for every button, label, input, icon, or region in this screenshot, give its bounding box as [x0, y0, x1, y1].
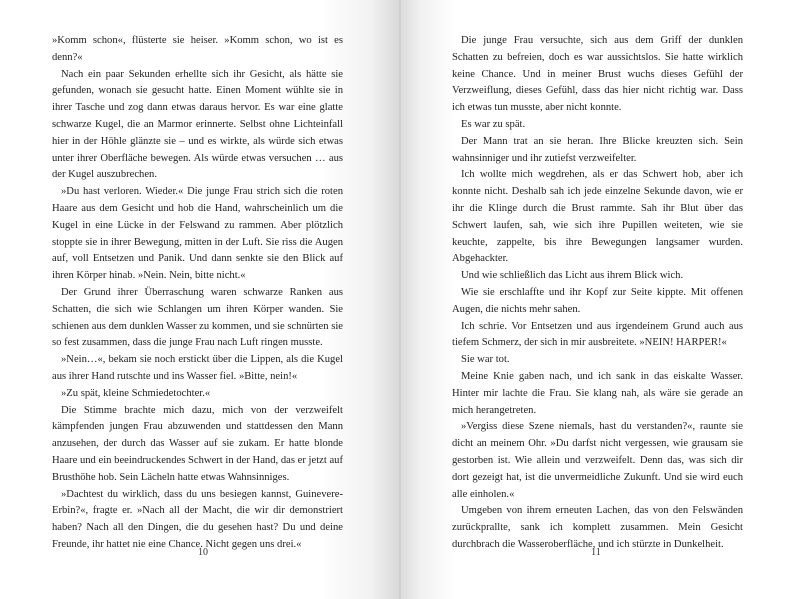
right-page: [401, 0, 800, 599]
page-number-left: 10: [198, 547, 208, 558]
paragraph: »Komm schon«, flüsterte sie heiser. »Komm schon, wo ist es denn?«: [52, 35, 343, 63]
right-page-text: [452, 33, 743, 554]
paragraph: Und wie schließlich das Licht aus ihrem Blick wich.: [461, 270, 684, 282]
paragraph: Sie war tot.: [461, 354, 510, 366]
paragraph: Die Stimme brachte mich dazu, mich von der verzweifelt kämpfenden jungen Frau abzuwenden und stattdessen den Mann anzusehen, der durch das Wasser auf sie zukam. Er hatte blonde Haare und ein beeindruckendes Schwert in der Hand, das er jetzt auf Brusthöhe hob. Sein Lächeln hatte etwas Wahnsinniges.: [52, 404, 343, 483]
left-page: [0, 0, 399, 599]
paragraph: Ich wollte mich wegdrehen, als er das Schwert hob, aber ich konnte nicht. Deshalb sah ich jede einzelne Sekunde davon, wie er ihr die Klinge durch die Brust rammte. Sah ihr Blut über das Schwert laufen, sah, wie sich ihre Pupillen weiteten, wie sie keuchte, zappelte, bis ihre Bewegungen langsamer wurden. Abgehackter.: [452, 169, 743, 265]
paragraph: Umgeben von ihrem erneuten Lachen, das von den Felswänden zurückprallte, sank ich komplett zusammen. Mein Gesicht durchbrach die Wasseroberfläche, und ich stürzte in Dunkelheit.: [452, 505, 743, 550]
paragraph: Die junge Frau versuchte, sich aus dem Griff der dunklen Schatten zu befreien, doch es war aussichtslos. Sie hatte wirklich keine Chance. Und in meiner Brust wuchs dieses Gefühl der Verzweiflung, dieses Gefühl, dass das hier nicht richtig war. Dass ich etwas tun musste, aber nicht konnte.: [452, 35, 743, 114]
page-number-right: 11: [591, 547, 601, 558]
paragraph: »Dachtest du wirklich, dass du uns besiegen kannst, Guinevere-Erbin?«, fragte er. »Nach all der Macht, die wir dir demonstriert haben? Nach all den Dingen, die du gesehen hast? Du und deine Freunde, ihr hattet nie eine Chance. Nicht gegen uns drei.«: [52, 488, 343, 550]
left-page-text: [52, 33, 343, 554]
paragraph: Der Mann trat an sie heran. Ihre Blicke kreuzten sich. Sein wahnsinniger und ihr zutiefst verzweifelter.: [452, 135, 743, 164]
paragraph: Ich schrie. Vor Entsetzen und aus irgendeinem Grund auch aus tiefem Schmerz, der sich in mir ausbreitete. »NEIN! HARPER!«: [452, 320, 743, 349]
paragraph: »Nein…«, bekam sie noch erstickt über die Lippen, als die Kugel aus ihrer Hand rutschte und ins Wasser fiel. »Bitte, nein!«: [52, 354, 343, 382]
paragraph: Es war zu spät.: [461, 118, 526, 130]
paragraph: »Du hast verloren. Wieder.« Die junge Frau strich sich die roten Haare aus dem Gesicht und hob die Hand, wahrscheinlich um die Kugel in eine Lücke in der Felswand zu rammen. Aber plötzlich stoppte sie in ihrer Bewegung, mitten in der Luft. Sie riss die Augen auf, voll Entsetzen und Panik. Und dann senkte sie den Blick auf ihren Körper hinab. »Nein. Nein, bitte nicht.«: [52, 186, 343, 282]
paragraph: Wie sie erschlaffte und ihr Kopf zur Seite kippte. Mit offenen Augen, die nichts mehr sahen.: [452, 286, 743, 315]
paragraph: »Zu spät, kleine Schmiedetochter.«: [61, 387, 211, 399]
paragraph: »Vergiss diese Szene niemals, hast du verstanden?«, raunte sie dicht an meinem Ohr. »Du darfst nicht vergessen, wie grausam sie gestorben ist. Wie allein und verzweifelt. Denn das, was sich dir dort gezeigt hat, ist die unvermeidliche Zukunft. Und sie wird euch alle einholen.«: [452, 421, 743, 500]
paragraph: Der Grund ihrer Überraschung waren schwarze Ranken aus Schatten, die sich wie Schlangen um ihren Körper wanden. Sie schienen aus dem dunklen Wasser zu kommen, und sie schnürten sie so fest zusammen, dass die junge Frau nach Luft ringen musste.: [52, 286, 343, 349]
paragraph: Nach ein paar Sekunden erhellte sich ihr Gesicht, als hätte sie gefunden, wonach sie gesucht hatte. Einen Moment wühlte sie in ihrer Tasche und zog dann etwas daraus hervor. Es war eine glatte schwarze Kugel, die an Marmor erinnerte. Selbst ohne Lichteinfall hier in der Höhle glänzte sie – und es wirkte, als würde sich etwas unter ihrer Oberfläche bewegen. Als würde etwas versuchen … aus der Kugel auszubrechen.: [52, 68, 343, 181]
paragraph: Meine Knie gaben nach, und ich sank in das eiskalte Wasser. Hinter mir lachte die Frau. Sie klang nah, als wäre sie gerade an mich herangetreten.: [452, 370, 743, 416]
